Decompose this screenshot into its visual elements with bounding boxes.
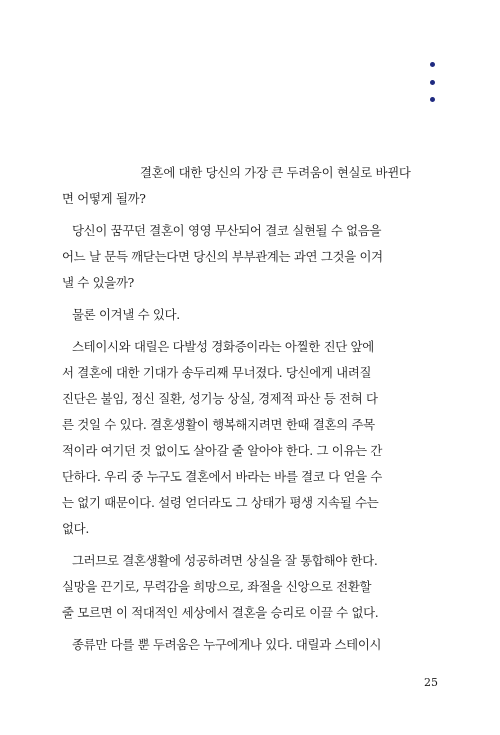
text-line: 진단은 불임, 정신 질환, 성기능 상실, 경제적 파산 등 전혀 다 [62, 391, 378, 406]
text-line: 종류만 다를 뿐 두려움은 누구에게나 있다. 대릴과 스테이시 [72, 637, 382, 652]
dot-marker [430, 80, 435, 85]
text-line: 실망을 끈기로, 무력감을 희망으로, 좌절을 신앙으로 전환할 [62, 579, 372, 594]
paragraph [62, 334, 444, 542]
dot-marker [430, 97, 435, 102]
text-line: 단하다. 우리 중 누구도 결혼에서 바라는 바를 결코 다 얻을 수 [62, 469, 383, 484]
paragraph [62, 160, 444, 212]
text-line: 낼 수 있을까? [62, 275, 134, 290]
paragraph [62, 632, 444, 658]
text-line: 는 없기 때문이다. 설령 얻더라도 그 상태가 평생 지속될 수는 [62, 495, 379, 510]
text-line: 줄 모르면 이 적대적인 세상에서 결혼을 승리로 이끌 수 없다. [62, 605, 379, 620]
text-line: 그러므로 결혼생활에 성공하려면 상실을 잘 통합해야 한다. [72, 553, 378, 568]
text-line: 적이라 여기던 것 없이도 살아갈 줄 알아야 한다. 그 이유는 간 [62, 443, 383, 458]
paragraph [62, 218, 444, 296]
paragraph [62, 548, 444, 626]
text-line: 면 어떻게 될까? [62, 191, 146, 206]
paragraph [62, 302, 444, 328]
text-line: 스테이시와 대릴은 다발성 경화증이라는 아찔한 진단 앞에 [72, 339, 374, 354]
text-line: 어느 날 문득 깨닫는다면 당신의 부부관계는 과연 그것을 이겨 [62, 249, 383, 264]
dot-marker [430, 62, 435, 67]
text-line: 당신이 꿈꾸던 결혼이 영영 무산되어 결코 실현될 수 없음을 [72, 223, 382, 238]
text-line: 른 것일 수 있다. 결혼생활이 행복해지려면 한때 결혼의 주목 [62, 417, 375, 432]
text-line: 결혼에 대한 당신의 가장 큰 두려움이 현실로 바뀐다 [140, 165, 411, 180]
text-line: 물론 이겨낼 수 있다. [72, 307, 180, 322]
body-text [62, 160, 444, 664]
text-line: 없다. [62, 521, 89, 536]
page-number: 25 [424, 676, 438, 689]
text-line: 서 결혼에 대한 기대가 송두리째 무너졌다. 당신에게 내려질 [62, 365, 372, 380]
decorative-dots [428, 62, 438, 106]
